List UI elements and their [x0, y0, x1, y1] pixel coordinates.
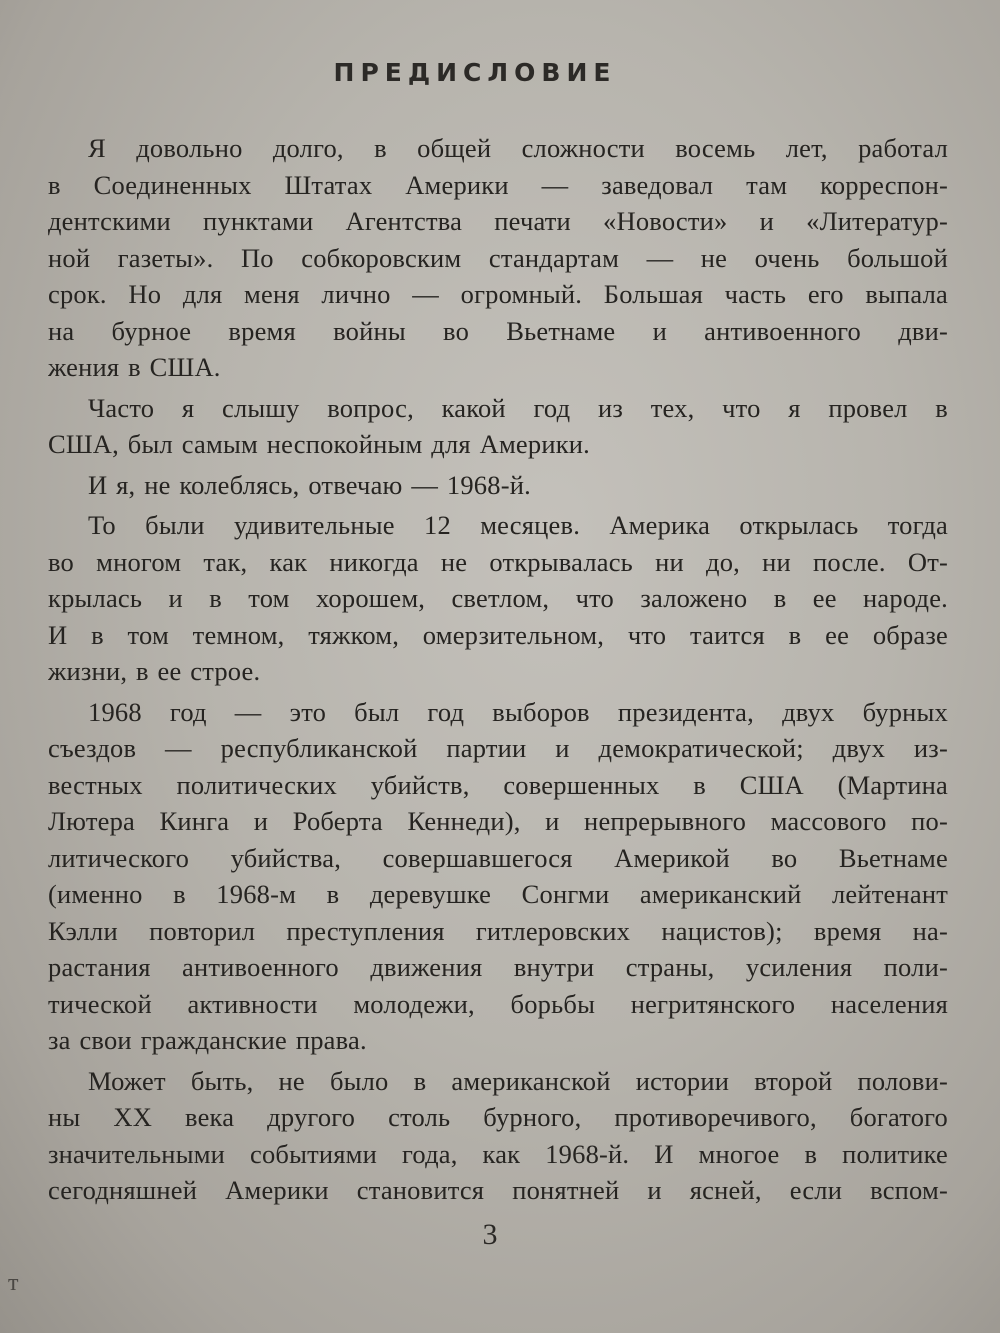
corner-mark: т [8, 1270, 19, 1296]
text-line: жизни, в ее строе. [48, 656, 261, 686]
text-line: растания антивоенного движения внутри страны, усиления поли- [48, 952, 948, 982]
text-line: тической активности молодежи, борьбы негритянского населения [48, 988, 948, 1019]
text-line: Лютера Кинга и Роберта Кеннеди), и непрерывного массового по- [48, 806, 948, 836]
text-line: во многом так, как никогда не открывалась ни до, ни после. От- [48, 546, 948, 577]
text-line: Кэлли повторил преступления гитлеровских нацистов); время на- [48, 915, 948, 946]
text-line: за свои гражданские права. [48, 1025, 367, 1055]
text-line: съездов — республиканской партии и демократической; двух из- [48, 733, 948, 763]
paragraph-2 [48, 390, 948, 463]
paragraph-3 [48, 467, 948, 504]
text-line: срок. Но для меня лично — огромный. Большая часть его выпала [48, 279, 948, 309]
page-title: ПРЕДИСЛОВИЕ [333, 58, 617, 87]
text-line: И в том темном, тяжком, омерзительном, что таится в ее образе [48, 619, 948, 650]
text-line: Я довольно долго, в общей сложности восемь лет, работал [88, 133, 948, 163]
paragraph-1 [48, 130, 948, 386]
text-line: вестных политических убийств, совершенных в США (Мартина [48, 769, 948, 800]
text-line: ной газеты». По собкоровским стандартам — не очень большой [48, 242, 948, 273]
text-line: Часто я слышу вопрос, какой год из тех, что я провел в [88, 392, 948, 423]
paragraph-4 [48, 507, 948, 690]
paragraph-6 [48, 1063, 948, 1209]
text-line: значительными событиями года, как 1968-й. И многое в политике [48, 1138, 948, 1169]
text-line: крылась и в том хорошем, светлом, что заложено в ее народе. [48, 583, 948, 613]
text-line: дентскими пунктами Агентства печати «Новости» и «Литератур- [48, 206, 948, 236]
text-line: жения в США. [48, 352, 221, 382]
text-line: сегодняшней Америки становится понятней и ясней, если вспом- [48, 1175, 948, 1205]
text-line: ны XX века другого столь бурного, противоречивого, богатого [48, 1102, 948, 1132]
text-line: 1968 год — это был год выборов президента, двух бурных [88, 696, 948, 727]
text-line: литического убийства, совершавшегося Америкой во Вьетнаме [48, 842, 948, 873]
body-text [48, 130, 948, 1209]
text-line: на бурное время войны во Вьетнаме и антивоенного дви- [48, 315, 948, 346]
text-line: в Соединенных Штатах Америки — заведовал там корреспон- [48, 169, 948, 200]
text-line: США, был самым неспокойным для Америки. [48, 429, 590, 459]
page-number: 3 [482, 1218, 498, 1251]
text-line: То были удивительные 12 месяцев. Америка открылась тогда [88, 510, 948, 540]
text-line: (именно в 1968-м в деревушке Сонгми американский лейтенант [48, 879, 948, 909]
text-line: Может быть, не было в американской истории второй полови- [88, 1065, 948, 1096]
text-line: И я, не колеблясь, отвечаю — 1968-й. [88, 469, 531, 500]
paragraph-5 [48, 694, 948, 1059]
